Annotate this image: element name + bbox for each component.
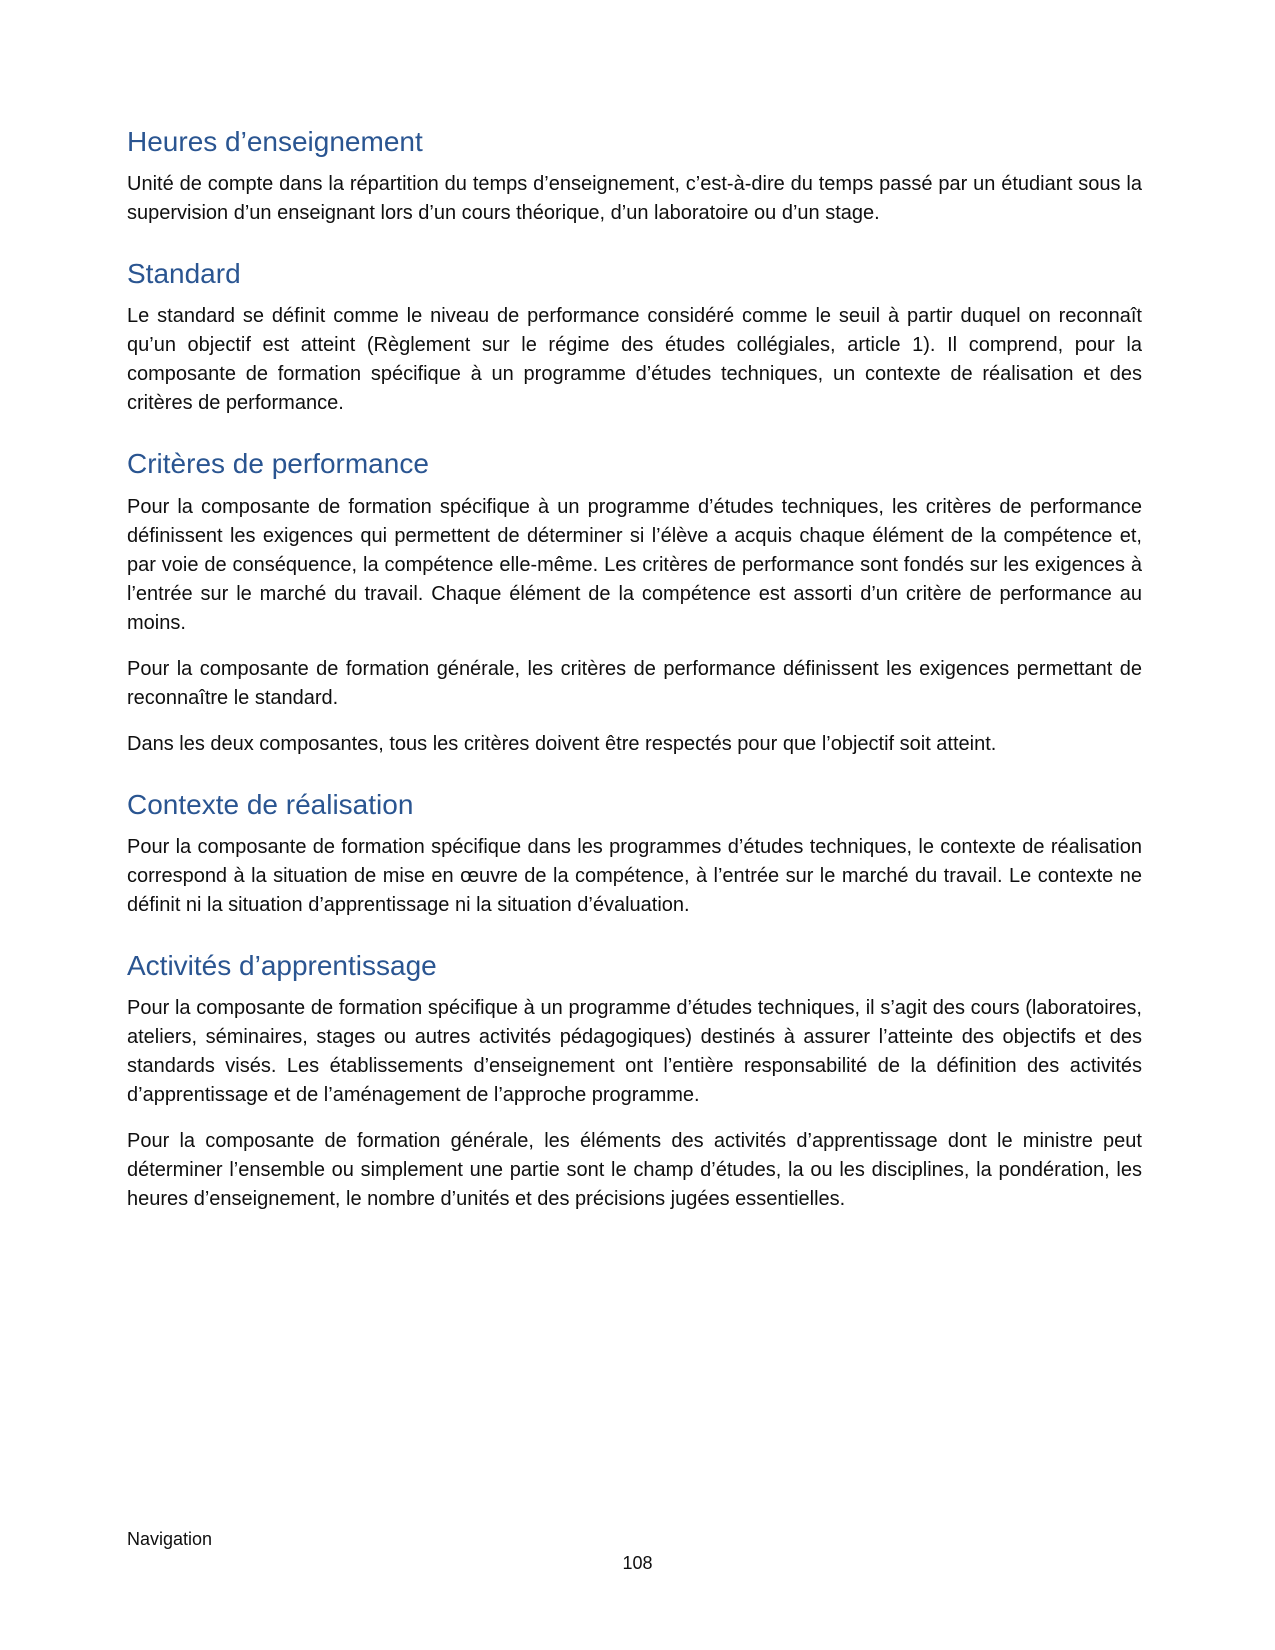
footer-navigation-label: Navigation — [127, 1529, 213, 1549]
section-paragraph: Pour la composante de formation générale, les critères de performance définissent les exigences permettant de reconnaître le standard. — [127, 657, 1142, 709]
section-paragraph: Pour la composante de formation générale, les éléments des activités d’apprentissage dont le ministre peut déterminer l’ensemble ou simplement une partie sont le champ d’études, la ou les disciplines, la pondération, les heures d’enseignement, le nombre d’unités et des précisions jugées essentielles. — [127, 1129, 1142, 1210]
section-heading: Contexte de réalisation — [127, 788, 414, 820]
section-paragraph: Pour la composante de formation spécifique à un programme d’études techniques, il s’agit des cours (laboratoires, ateliers, séminaires, stages ou autres activités pédagogiques) destinés à assurer l’atteinte des objectifs et des standards visés. Les établissements d’enseignement ont l’entière responsabilité de la définition des activités d’apprentissage et de l’aménagement de l’approche programme. — [127, 996, 1142, 1106]
page-number: 108 — [622, 1553, 653, 1573]
document-section — [127, 789, 1142, 920]
section-paragraph: Pour la composante de formation spécifique dans les programmes d’études techniques, le contexte de réalisation correspond à la situation de mise en œuvre de la compétence, à l’entrée sur le marché du travail. Le contexte ne définit ni la situation d’apprentissage ni la situation d’évaluation. — [127, 835, 1142, 916]
section-paragraph: Unité de compte dans la répartition du temps d’enseignement, c’est-à-dire du temps passé par un étudiant sous la supervision d’un enseignant lors d’un cours théorique, d’un laboratoire ou d’un stage. — [127, 173, 1142, 225]
section-heading: Standard — [127, 258, 241, 290]
section-paragraph: Dans les deux composantes, tous les critères doivent être respectés pour que l’objectif soit atteint. — [127, 732, 997, 755]
section-heading: Critères de performance — [127, 448, 429, 480]
document-section — [127, 258, 1142, 418]
section-heading: Heures d’enseignement — [127, 126, 423, 157]
document-section — [127, 126, 1142, 228]
document-section — [127, 950, 1142, 1214]
section-paragraph: Le standard se définit comme le niveau de performance considéré comme le seuil à partir duquel on reconnaît qu’un objectif est atteint (Règlement sur le régime des études collégiales, article 1). Il comprend, pour la composante de formation spécifique à un programme d’études techniques, un contexte de réalisation et des critères de performance. — [127, 305, 1142, 415]
document-section — [127, 448, 1142, 758]
section-heading: Activités d’apprentissage — [127, 949, 437, 981]
document-body — [127, 126, 1142, 1214]
section-paragraph: Pour la composante de formation spécifique à un programme d’études techniques, les critères de performance définissent les exigences qui permettent de déterminer si l’élève a acquis chaque élément de la compétence et, par voie de conséquence, la compétence elle-même. Les critères de performance sont fondés sur les exigences à l’entrée sur le marché du travail. Chaque élément de la compétence est assorti d’un critère de performance au moins. — [127, 495, 1142, 634]
